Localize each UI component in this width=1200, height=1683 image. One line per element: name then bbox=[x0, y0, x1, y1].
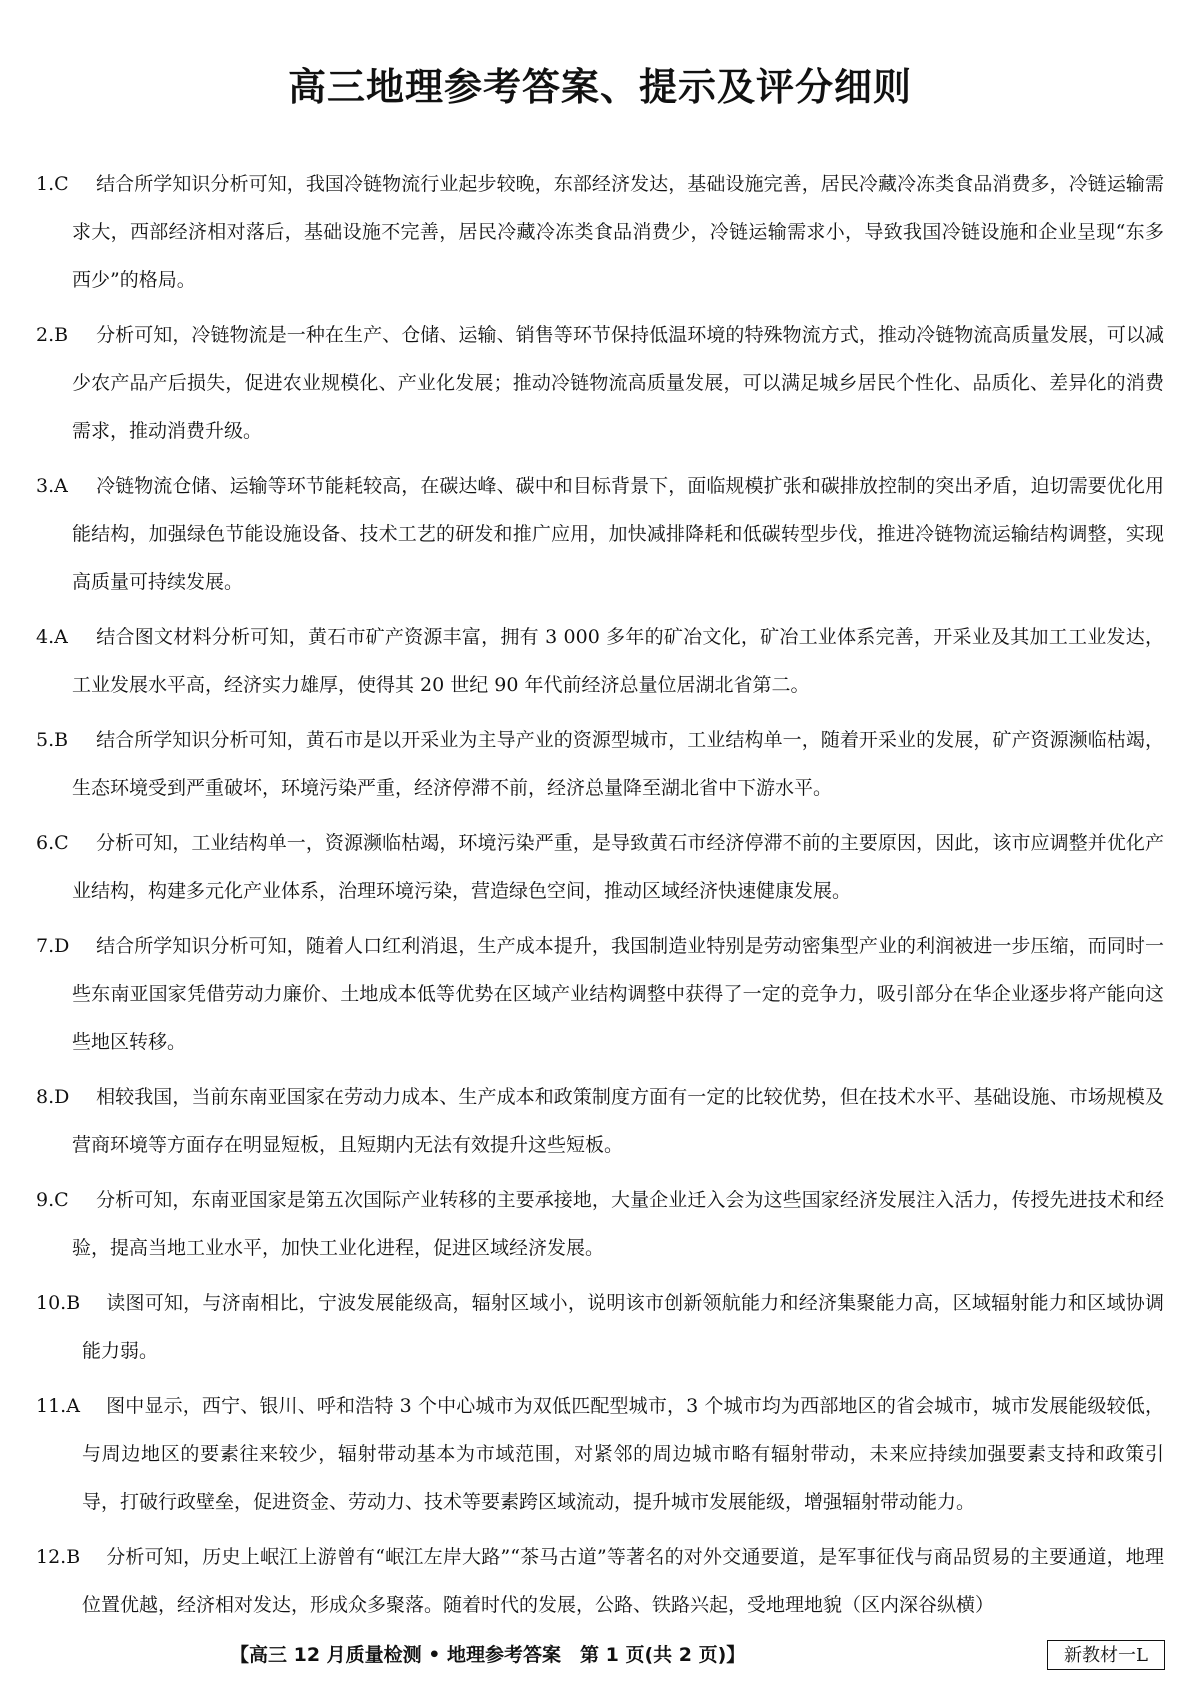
answer-choice: C bbox=[54, 173, 69, 195]
answer-explanation: 读图可知，与济南相比，宁波发展能级高，辐射区域小，说明该市创新领航能力和经济集聚能力高，区域辐射能力和区域协调能力弱。 bbox=[82, 1292, 1164, 1362]
answer-choice: B bbox=[54, 729, 69, 751]
answer-choice: C bbox=[54, 832, 69, 854]
answer-explanation: 结合图文材料分析可知，黄石市矿产资源丰富，拥有 3 000 多年的矿冶文化，矿冶工业体系完善，开采业及其加工工业发达，工业发展水平高，经济实力雄厚，使得其 20 世纪 90 年代前经济总量位居湖北省第二。 bbox=[72, 626, 1164, 696]
answer-number: 10. bbox=[36, 1292, 67, 1314]
answer-explanation: 结合所学知识分析可知，我国冷链物流行业起步较晚，东部经济发达，基础设施完善，居民冷藏冷冻类食品消费多，冷链运输需求大，西部经济相对落后，基础设施不完善，居民冷藏冷冻类食品消费少，冷链运输需求小，导致我国冷链设施和企业呈现“东多西少”的格局。 bbox=[72, 173, 1164, 291]
answer-choice: D bbox=[54, 935, 70, 957]
answer-item-10 bbox=[36, 1279, 1164, 1375]
answer-choice: C bbox=[54, 1189, 69, 1211]
answer-explanation: 分析可知，东南亚国家是第五次国际产业转移的主要承接地，大量企业迁入会为这些国家经济发展注入活力，传授先进技术和经验，提高当地工业水平，加快工业化进程，促进区域经济发展。 bbox=[72, 1189, 1164, 1259]
answer-explanation: 冷链物流仓储、运输等环节能耗较高，在碳达峰、碳中和目标背景下，面临规模扩张和碳排放控制的突出矛盾，迫切需要优化用能结构，加强绿色节能设施设备、技术工艺的研发和推广应用，加快减排降耗和低碳转型步伐，推进冷链物流运输结构调整，实现高质量可持续发展。 bbox=[72, 475, 1164, 593]
answer-item-4 bbox=[36, 613, 1164, 709]
answer-number: 8. bbox=[36, 1086, 55, 1108]
answer-item-1 bbox=[36, 160, 1164, 304]
answer-number: 5. bbox=[36, 729, 55, 751]
answer-item-7 bbox=[36, 922, 1164, 1066]
answer-number: 2. bbox=[36, 324, 55, 346]
answer-number: 7. bbox=[36, 935, 55, 957]
answer-list bbox=[36, 160, 1164, 1636]
answer-choice: D bbox=[54, 1086, 70, 1108]
answer-number: 11. bbox=[36, 1395, 67, 1417]
answer-item-11 bbox=[36, 1382, 1164, 1526]
answer-item-12 bbox=[36, 1533, 1164, 1629]
answer-item-9 bbox=[36, 1176, 1164, 1272]
answer-choice: B bbox=[66, 1292, 81, 1314]
answer-explanation: 分析可知，冷链物流是一种在生产、仓储、运输、销售等环节保持低温环境的特殊物流方式，推动冷链物流高质量发展，可以减少农产品产后损失，促进农业规模化、产业化发展；推动冷链物流高质量发展，可以满足城乡居民个性化、品质化、差异化的消费需求，推动消费升级。 bbox=[72, 324, 1164, 442]
answer-choice: B bbox=[66, 1546, 81, 1568]
edition-badge: 新教材一L bbox=[1047, 1640, 1165, 1670]
answer-choice: B bbox=[54, 324, 69, 346]
answer-number: 4. bbox=[36, 626, 55, 648]
answer-item-8 bbox=[36, 1073, 1164, 1169]
answer-number: 9. bbox=[36, 1189, 55, 1211]
footer-page-info: 【高三 12 月质量检测 • 地理参考答案 第 1 页(共 2 页)】 bbox=[230, 1644, 746, 1666]
answer-number: 3. bbox=[36, 475, 55, 497]
answer-item-2 bbox=[36, 311, 1164, 455]
answer-explanation: 结合所学知识分析可知，黄石市是以开采业为主导产业的资源型城市，工业结构单一，随着开采业的发展，矿产资源濒临枯竭，生态环境受到严重破坏，环境污染严重，经济停滞不前，经济总量降至湖北省中下游水平。 bbox=[72, 729, 1164, 799]
answer-choice: A bbox=[54, 626, 68, 648]
answer-number: 6. bbox=[36, 832, 55, 854]
answer-choice: A bbox=[66, 1395, 80, 1417]
answer-item-6 bbox=[36, 819, 1164, 915]
answer-explanation: 结合所学知识分析可知，随着人口红利消退，生产成本提升，我国制造业特别是劳动密集型产业的利润被进一步压缩，而同时一些东南亚国家凭借劳动力廉价、土地成本低等优势在区域产业结构调整中获得了一定的竞争力，吸引部分在华企业逐步将产能向这些地区转移。 bbox=[72, 935, 1164, 1053]
answer-item-3 bbox=[36, 462, 1164, 606]
page-footer bbox=[0, 1638, 1200, 1672]
answer-number: 12. bbox=[36, 1546, 67, 1568]
answer-explanation: 分析可知，历史上岷江上游曾有“岷江左岸大路”“茶马古道”等著名的对外交通要道，是军事征伐与商品贸易的主要通道，地理位置优越，经济相对发达，形成众多聚落。随着时代的发展，公路、铁路兴起，受地理地貌（区内深谷纵横） bbox=[82, 1546, 1164, 1616]
answer-explanation: 相较我国，当前东南亚国家在劳动力成本、生产成本和政策制度方面有一定的比较优势，但在技术水平、基础设施、市场规模及营商环境等方面存在明显短板，且短期内无法有效提升这些短板。 bbox=[72, 1086, 1164, 1156]
document-title: 高三地理参考答案、提示及评分细则 bbox=[287, 65, 912, 109]
answer-explanation: 分析可知，工业结构单一，资源濒临枯竭，环境污染严重，是导致黄石市经济停滞不前的主要原因，因此，该市应调整并优化产业结构，构建多元化产业体系，治理环境污染，营造绿色空间，推动区域经济快速健康发展。 bbox=[72, 832, 1164, 902]
answer-number: 1. bbox=[36, 173, 55, 195]
answer-explanation: 图中显示，西宁、银川、呼和浩特 3 个中心城市为双低匹配型城市，3 个城市均为西部地区的省会城市，城市发展能级较低，与周边地区的要素往来较少，辐射带动基本为市域范围，对紧邻的周边城市略有辐射带动，未来应持续加强要素支持和政策引导，打破行政壁垒，促进资金、劳动力、技术等要素跨区域流动，提升城市发展能级，增强辐射带动能力。 bbox=[82, 1395, 1164, 1513]
answer-choice: A bbox=[54, 475, 68, 497]
answer-item-5 bbox=[36, 716, 1164, 812]
